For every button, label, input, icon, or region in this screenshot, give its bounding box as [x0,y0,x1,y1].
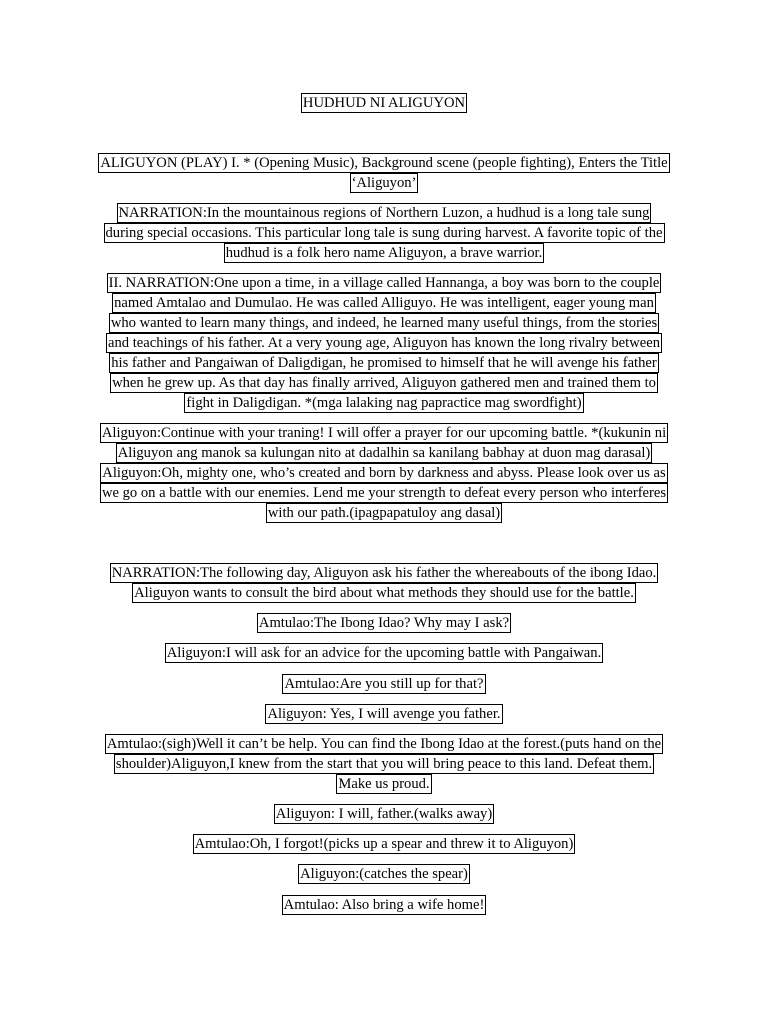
text-line: Aliguyon wants to consult the bird about what methods they should use for the battle. [134,585,634,601]
dialogue-line [84,613,684,633]
paragraph-narration-following-day [84,563,684,603]
text-line: we go on a battle with our enemies. Lend me your strength to defeat every person who interferes [101,485,667,501]
text-line: Aliguyon: Yes, I will avenge you father. [267,706,501,722]
paragraph-narration-two [84,273,684,413]
text-line: Amtulao:(sigh)Well it can’t be help. You can find the Ibong Idao at the forest.(puts hand on the [106,736,662,752]
text-line: Amtulao:The Ibong Idao? Why may I ask? [258,615,510,631]
text-line: shoulder)Aliguyon,I knew from the start that you will bring peace to this land. Defeat them. [115,756,653,772]
text-line: with our path.(ipagpapatuloy ang dasal) [267,505,501,521]
paragraph-opening [84,153,684,193]
text-line: when he grew up. As that day has finally arrived, Aliguyon gathered men and trained them to [112,375,656,391]
text-line: Aliguyon:(catches the spear) [300,866,468,882]
paragraph-aliguyon-prayer [84,423,684,523]
text-line: ALIGUYON (PLAY) I. * (Opening Music), Background scene (people fighting), Enters the Title [100,155,668,171]
text-line: his father and Pangaiwan of Daligdigan, he promised to himself that he will avenge his father [111,355,657,371]
text-line: hudhud is a folk hero name Aliguyon, a brave warrior. [225,245,543,261]
dialogue-line [84,643,684,663]
dialogue-line [84,674,684,694]
text-line: Amtulao:Are you still up for that? [284,676,484,692]
dialogue-line [84,834,684,854]
dialogue-line [84,704,684,724]
text-line: and teachings of his father. At a very young age, Aliguyon has known the long rivalry between [108,335,660,351]
document-title [84,93,684,113]
dialogue-line [84,734,684,794]
text-line: ‘Aliguyon’ [351,175,417,191]
dialogue-line [84,895,684,915]
text-line: fight in Daligdigan. *(mga lalaking nag papractice mag swordfight) [186,395,582,411]
text-line: Amtulao:Oh, I forgot!(picks up a spear and threw it to Aliguyon) [194,836,574,852]
text-line: II. NARRATION:One upon a time, in a village called Hannanga, a boy was born to the couple [108,275,660,291]
text-line: Aliguyon ang manok sa kulungan nito at dadalhin sa kanilang babhay at duon mag darasal) [117,445,651,461]
text-line: Aliguyon: I will, father.(walks away) [275,806,493,822]
text-line: Aliguyon:Oh, mighty one, who’s created and born by darkness and abyss. Please look over us as [102,465,666,481]
text-line: Make us proud. [338,776,430,792]
title-line: HUDHUD NI ALIGUYON [302,95,466,111]
paragraph-narration-intro [84,203,684,263]
text-line: during special occasions. This particular long tale is sung during harvest. A favorite topic of the [105,225,663,241]
dialogue-line [84,864,684,884]
text-line: Amtulao: Also bring a wife home! [283,897,485,913]
text-line: named Amtalao and Dumulao. He was called Alliguyo. He was intelligent, eager young man [114,295,654,311]
text-line: Aliguyon:I will ask for an advice for the upcoming battle with Pangaiwan. [166,645,602,661]
text-line: who wanted to learn many things, and indeed, he learned many useful things, from the stories [110,315,658,331]
dialogue-line [84,804,684,824]
text-line: Aliguyon:Continue with your traning! I will offer a prayer for our upcoming battle. *(kukunin ni [101,425,667,441]
text-line: NARRATION:In the mountainous regions of Northern Luzon, a hudhud is a long tale sung [118,205,650,221]
text-line: NARRATION:The following day, Aliguyon ask his father the whereabouts of the ibong Idao. [111,565,657,581]
